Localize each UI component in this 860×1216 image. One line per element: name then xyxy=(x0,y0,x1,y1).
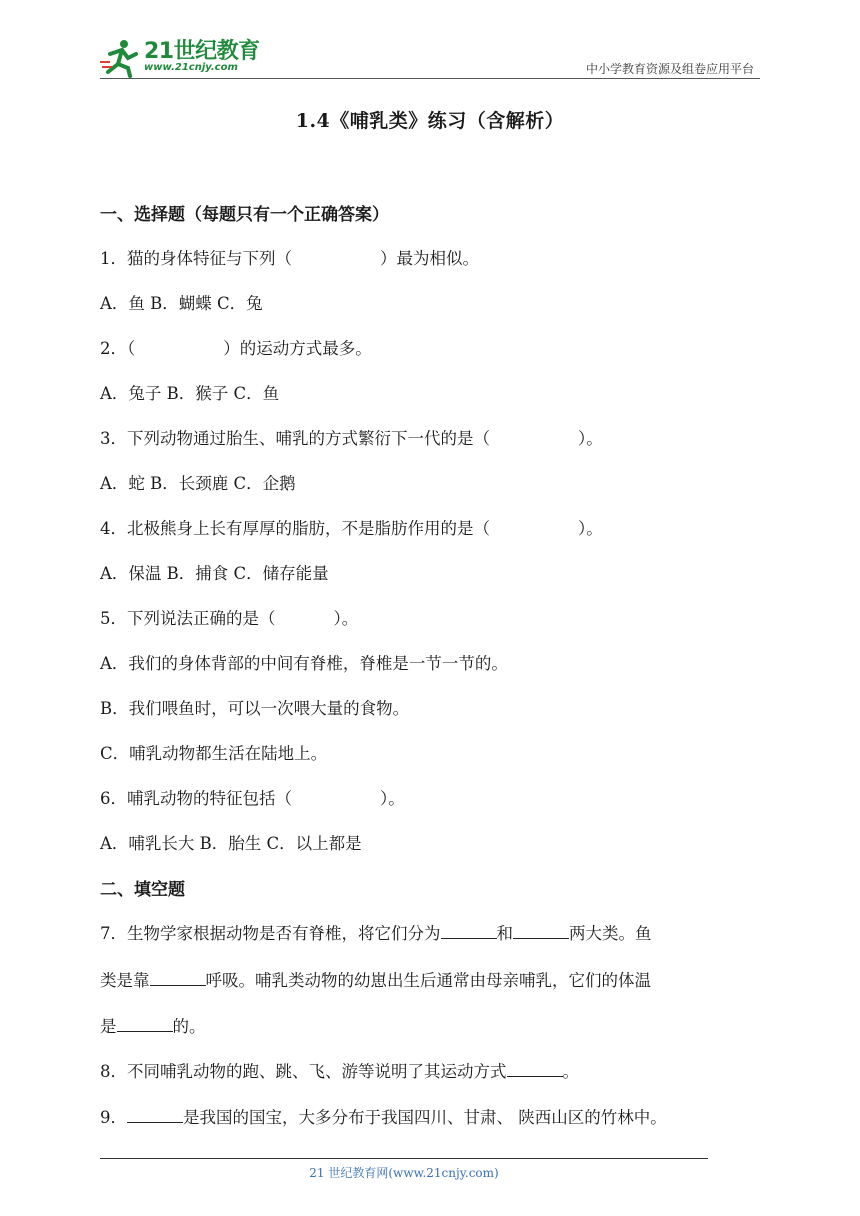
question-5: 5．下列说法正确的是（ ）。 xyxy=(100,609,359,628)
page-title: 1.4《哺乳类》练习（含解析） xyxy=(295,110,565,132)
section-heading-choice: 一、选择题（每题只有一个正确答案） xyxy=(100,205,389,225)
logo xyxy=(100,28,270,80)
question-6-options: A．哺乳长大 B．胎生 C．以上都是 xyxy=(100,834,362,853)
page-header xyxy=(100,28,760,80)
logo-brand-text: 21世纪教育 xyxy=(144,39,260,64)
question-2: 2．（ ）的运动方式最多。 xyxy=(100,339,372,358)
page-footer: 21 世纪教育网(www.21cnjy.com) xyxy=(309,1166,499,1180)
question-5-option-c: C．哺乳动物都生活在陆地上。 xyxy=(100,744,328,763)
logo-url-text: www.21cnjy.com xyxy=(144,62,238,73)
question-8: 8．不同哺乳动物的跑、跳、飞、游等说明了其运动方式 。 xyxy=(100,1062,579,1081)
section-heading-fill: 二、填空题 xyxy=(100,880,185,900)
question-7-line-1: 7．生物学家根据动物是否有脊椎，将它们分为 和 两大类。鱼 xyxy=(100,924,652,943)
question-3: 3．下列动物通过胎生、哺乳的方式繁衍下一代的是（ ）。 xyxy=(100,429,603,448)
question-6: 6．哺乳动物的特征包括（ ）。 xyxy=(100,789,405,808)
question-9: 9． 是我国的国宝，大多分布于我国四川、甘肃、 陕西山区的竹林中。 xyxy=(100,1108,667,1127)
fill-blank xyxy=(150,971,206,986)
fill-blank xyxy=(507,1062,563,1077)
question-5-option-a: A．我们的身体背部的中间有脊椎，脊椎是一节一节的。 xyxy=(100,654,508,673)
fill-blank xyxy=(513,924,569,939)
header-divider xyxy=(100,78,760,79)
footer-divider xyxy=(100,1158,708,1159)
question-1: 1．猫的身体特征与下列（ ）最为相似。 xyxy=(100,249,479,268)
fill-blank xyxy=(117,1017,173,1032)
fill-blank xyxy=(441,924,497,939)
platform-tagline: 中小学教育资源及组卷应用平台 xyxy=(585,62,754,76)
question-2-options: A．兔子 B．猴子 C．鱼 xyxy=(100,384,280,403)
fill-blank xyxy=(127,1108,183,1123)
question-7-line-3: 是 的。 xyxy=(100,1017,206,1036)
question-5-option-b: B．我们喂鱼时，可以一次喂大量的食物。 xyxy=(100,699,410,718)
runner-logo-icon xyxy=(100,38,144,78)
question-4: 4．北极熊身上长有厚厚的脂肪，不是脂肪作用的是（ ）。 xyxy=(100,519,603,538)
question-3-options: A．蛇 B．长颈鹿 C．企鹅 xyxy=(100,474,296,493)
question-4-options: A．保温 B．捕食 C．储存能量 xyxy=(100,564,329,583)
question-1-options: A．鱼 B．蝴蝶 C．兔 xyxy=(100,294,263,313)
question-7-line-2: 类是靠 呼吸。哺乳类动物的幼崽出生后通常由母亲哺乳，它们的体温 xyxy=(100,971,651,990)
